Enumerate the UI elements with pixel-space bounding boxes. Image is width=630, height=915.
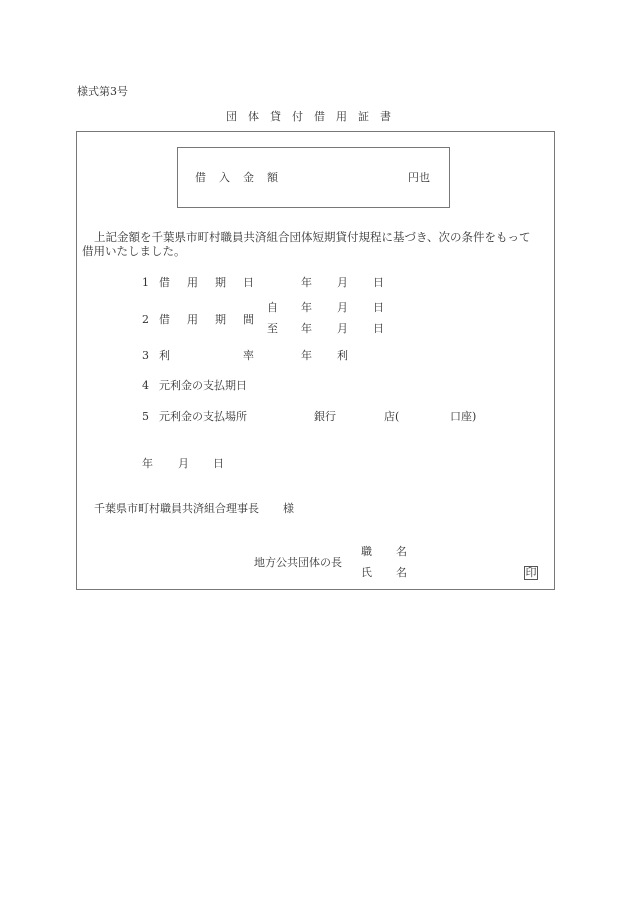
addressee-honorific: 様 [283, 502, 294, 515]
item5-bank: 銀行 [314, 410, 336, 423]
item2-from-month: 月 [337, 301, 348, 314]
addressee-name: 千葉県市町村職員共済組合理事長 [94, 502, 259, 515]
title-char: 借 [314, 110, 325, 123]
item5-branch: 店( [384, 410, 400, 423]
item2-from-label: 自 [267, 301, 278, 314]
item2-label: 用 [187, 313, 198, 326]
item4-number: 4 [142, 379, 149, 392]
item5-label: 元利金の支払場所 [159, 410, 247, 423]
item1-month: 月 [337, 276, 348, 289]
item3-year: 年 [301, 349, 312, 362]
amount-unit: 円也 [408, 171, 430, 184]
title-char: 書 [380, 110, 391, 123]
item2-to-label: 至 [267, 322, 278, 335]
signature-month: 月 [178, 457, 189, 470]
item3-label: 利 [159, 349, 170, 362]
title-char: 付 [292, 110, 303, 123]
item2-to-year: 年 [301, 322, 312, 335]
item1-label: 用 [187, 276, 198, 289]
item1-label: 期 [215, 276, 226, 289]
item5-number: 5 [142, 410, 149, 423]
item3-label: 率 [243, 349, 254, 362]
position-label: 名 [396, 545, 407, 558]
item1-label: 借 [159, 276, 170, 289]
amount-label-char: 借 [195, 171, 206, 184]
seal-mark: 印 [525, 566, 537, 579]
title-char: 団 [226, 110, 237, 123]
signature-day: 日 [213, 457, 224, 470]
item1-year: 年 [301, 276, 312, 289]
amount-label-char: 入 [219, 171, 230, 184]
title-char: 体 [248, 110, 259, 123]
item2-to-day: 日 [373, 322, 384, 335]
body-text-line2: 借用いたしました。 [82, 244, 186, 258]
item2-label: 借 [159, 313, 170, 326]
item2-to-month: 月 [337, 322, 348, 335]
title-char: 貸 [270, 110, 281, 123]
signer-role: 地方公共団体の長 [254, 556, 342, 569]
item2-label: 期 [215, 313, 226, 326]
signature-year: 年 [142, 457, 153, 470]
item2-from-year: 年 [301, 301, 312, 314]
item5-account: 口座) [450, 410, 477, 423]
position-label: 職 [361, 545, 372, 558]
body-text-line1: 上記金額を千葉県市町村職員共済組合団体短期貸付規程に基づき、次の条件をもって [94, 230, 531, 244]
item2-number: 2 [142, 313, 149, 326]
amount-label-char: 額 [267, 171, 278, 184]
item2-label: 間 [243, 313, 254, 326]
item1-number: 1 [142, 276, 149, 289]
item1-label: 日 [243, 276, 254, 289]
item1-day: 日 [373, 276, 384, 289]
name-label: 氏 [361, 566, 372, 579]
title-char: 用 [336, 110, 347, 123]
item2-from-day: 日 [373, 301, 384, 314]
title-char: 証 [358, 110, 369, 123]
item4-label: 元利金の支払期日 [159, 379, 247, 392]
item3-number: 3 [142, 349, 149, 362]
amount-label-char: 金 [243, 171, 254, 184]
form-number: 様式第3号 [77, 85, 128, 98]
name-label: 名 [396, 566, 407, 579]
item3-interest: 利 [337, 349, 348, 362]
